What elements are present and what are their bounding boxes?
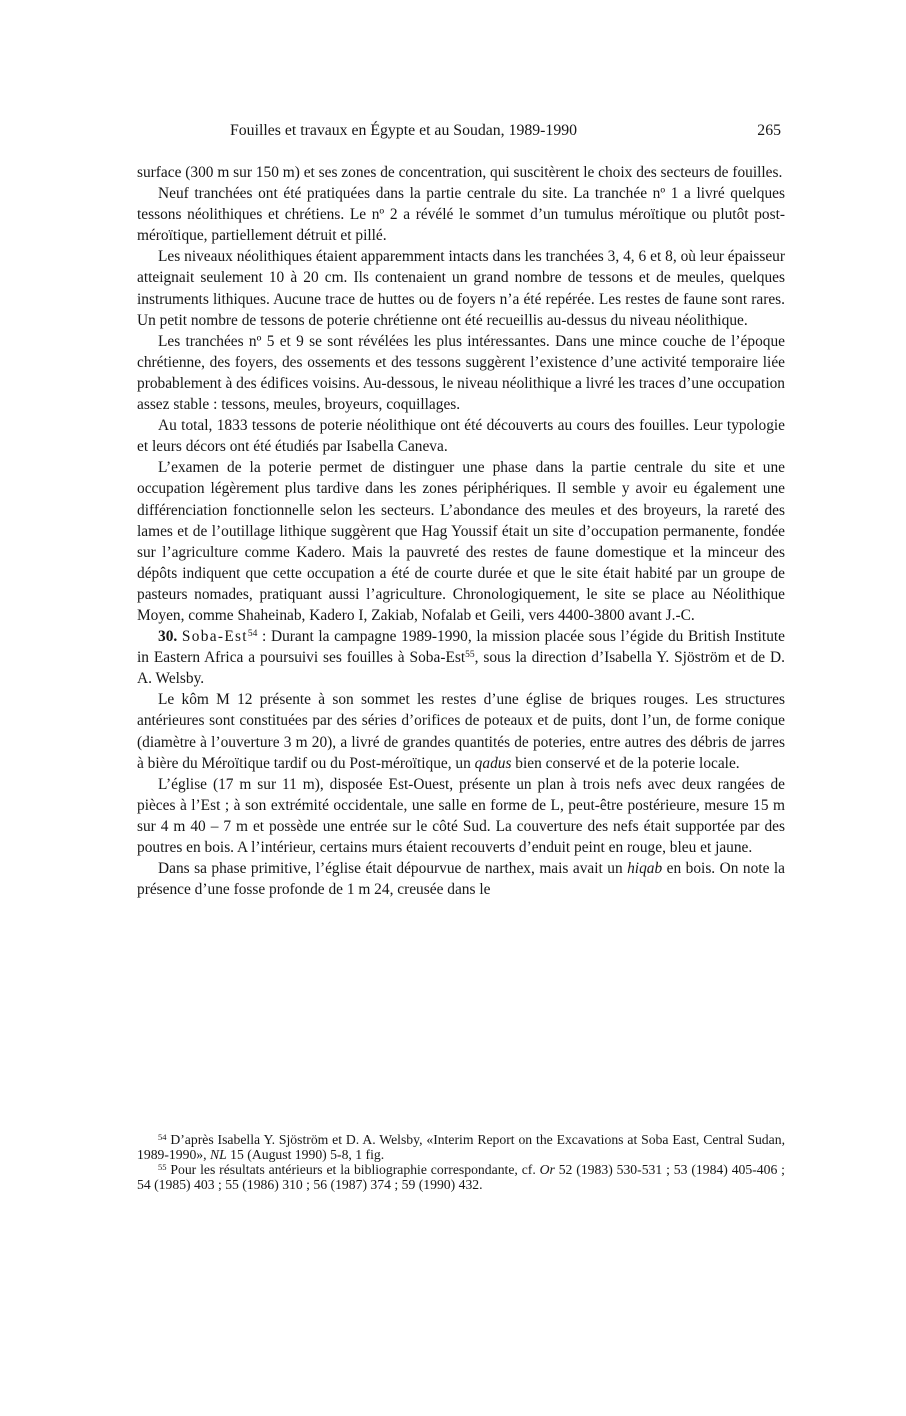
- footnote: [137, 1162, 785, 1192]
- footnote-text: 52 (1983) 530-531 ; 53 (1984) 405-406 ; 54 (1985) 403 ; 55 (1986) 310 ; 56 (1987) 374 ; 59 (1990) 432.: [137, 1162, 785, 1192]
- journal-abbreviation: NL: [210, 1147, 227, 1162]
- running-title: Fouilles et travaux en Égypte et au Soudan, 1989-1990: [230, 122, 578, 139]
- paragraph-text: bien conservé et de la poterie locale.: [511, 754, 740, 772]
- italic-term: qadus: [474, 754, 512, 772]
- footnote-text: Pour les résultats antérieurs et la bibliographie correspondante, cf.: [166, 1162, 540, 1177]
- footnote-mark: 54: [158, 1132, 167, 1142]
- footnote-text: D’après Isabella Y. Sjöström et D. A. Welsby, «Interim Report on the Excavations at Soba East, Central Sudan, 1989-1990»,: [137, 1132, 785, 1162]
- paragraph-text: en bois. On note la présence d’une fosse profonde de 1 m 24, creusée dans le: [137, 860, 785, 899]
- journal-abbreviation: Or: [539, 1162, 555, 1177]
- footnote-mark: 55: [158, 1162, 167, 1172]
- paragraph: surface (300 m sur 150 m) et ses zones de concentration, qui suscitèrent le choix des secteurs de fouilles.: [137, 164, 783, 181]
- paragraph: [137, 774, 785, 858]
- paragraph-text: Dans sa phase primitive, l’église était dépourvue de narthex, mais avait un: [158, 860, 628, 878]
- section-title: Soba-Est: [181, 628, 248, 646]
- section-colon: :: [262, 628, 267, 646]
- paragraph: Les tranchées nº 5 et 9 se sont révélées les plus intéressantes. Dans une mince couche de l’époque chrétienne, des foyers, des ossements et des tessons suggèrent l’existence d’une activité temporaire liée probablement à des édifices voisins. Au-dessous, le niveau néolithique a livré les traces d’une occupation assez stable : tessons, meules, broyeurs, coquillages.: [137, 332, 785, 414]
- paragraph: [137, 689, 785, 773]
- paragraph: L’examen de la poterie permet de distinguer une phase dans la partie centrale du site et une occupation légèrement plus tardive dans les zones périphériques. Il semble y avoir eu également une différenciation fonctionnelle selon les secteurs. L’abondance des meules et des broyeurs, la rareté des lames et de l’outillage lithique suggèrent que Hag Youssif était un site d’occupation permanente, fondée sur l’agriculture comme Kadero. Mais la pauvreté des restes de faune domestique et la minceur des dépôts indiquent que cette occupation a été de courte durée et que le site était habité par un groupe de pasteurs nomades, pratiquant aussi l’agriculture. Chronologiquement, le site se place au Néolithique Moyen, comme Shaheinab, Kadero I, Zakiab, Nofalab et Geili, vers 4400-3800 avant J.-C.: [137, 459, 785, 624]
- footnote-reference[interactable]: 55: [465, 650, 475, 661]
- footnote-text: 15 (August 1990) 5-8, 1 fig.: [226, 1147, 385, 1162]
- footnote-reference[interactable]: 54: [247, 629, 258, 640]
- running-header: [158, 120, 785, 142]
- paragraph: Neuf tranchées ont été pratiquées dans la partie centrale du site. La tranchée nº 1 a livré quelques tessons néolithiques et chrétiens. Le nº 2 a révélé le sommet d’un tumulus méroïtique ou plutôt post-méroïtique, partiellement détruit et pillé.: [137, 185, 785, 245]
- footnotes: [137, 1132, 785, 1192]
- paragraph-text: L’église (17 m sur 11 m), disposée Est-Ouest, présente un plan à trois nefs avec deux rangées de pièces à l’Est ; à son extrémité occidentale, une salle en forme de L, peut-être postérieure, mesure 15 m sur 4 m 40 – 7 m et possède une entrée sur le côté Sud. La couverture des nefs était supportée par des poutres en bois. A l’intérieur, certains murs étaient recouverts d’enduit peint en rouge, bleu et jaune.: [137, 775, 785, 856]
- body-text: [137, 162, 785, 900]
- paragraph: Les niveaux néolithiques étaient apparemment intacts dans les tranchées 3, 4, 6 et 8, où leur épaisseur atteignait seulement 10 à 20 cm. Ils contenaient un grand nombre de tessons et de meules, quelques instruments lithiques. Aucune trace de huttes ou de foyers n’a été repérée. Les restes de faune sont rares. Un petit nombre de tessons de poterie chrétienne ont été recueillis au-dessus du niveau néolithique.: [137, 248, 785, 329]
- section-text: Durant la campagne 1989-1990, la mission placée sous l’égide du British Institute in Eastern Africa a poursuivi ses fouilles à Soba-Est: [137, 628, 785, 667]
- italic-term: hiqab: [627, 860, 663, 878]
- footnote: [137, 1132, 785, 1162]
- page-number: 265: [757, 122, 781, 139]
- paragraph: Au total, 1833 tessons de poterie néolithique ont été découverts au cours des fouilles. Leur typologie et leurs décors ont été étudiés par Isabella Caneva.: [137, 417, 785, 456]
- paragraph: [137, 858, 785, 900]
- paragraph-text: Le kôm M 12 présente à son sommet les restes d’une église de briques rouges. Les structures antérieures sont constituées par des séries d’orifices de poteaux et de puits, dont l’un, de forme conique (diamètre à l’ouverture 3 m 20), a livré de grandes quantités de poteries, entre autres des débris de jarres à bière du Méroïtique tardif ou du Post-méroïtique, un: [137, 691, 785, 772]
- section-number: 30.: [158, 628, 178, 646]
- section-text: , sous la direction d’Isabella Y. Sjöström et de D. A. Welsby.: [137, 649, 785, 688]
- section-30-paragraph: [137, 626, 785, 689]
